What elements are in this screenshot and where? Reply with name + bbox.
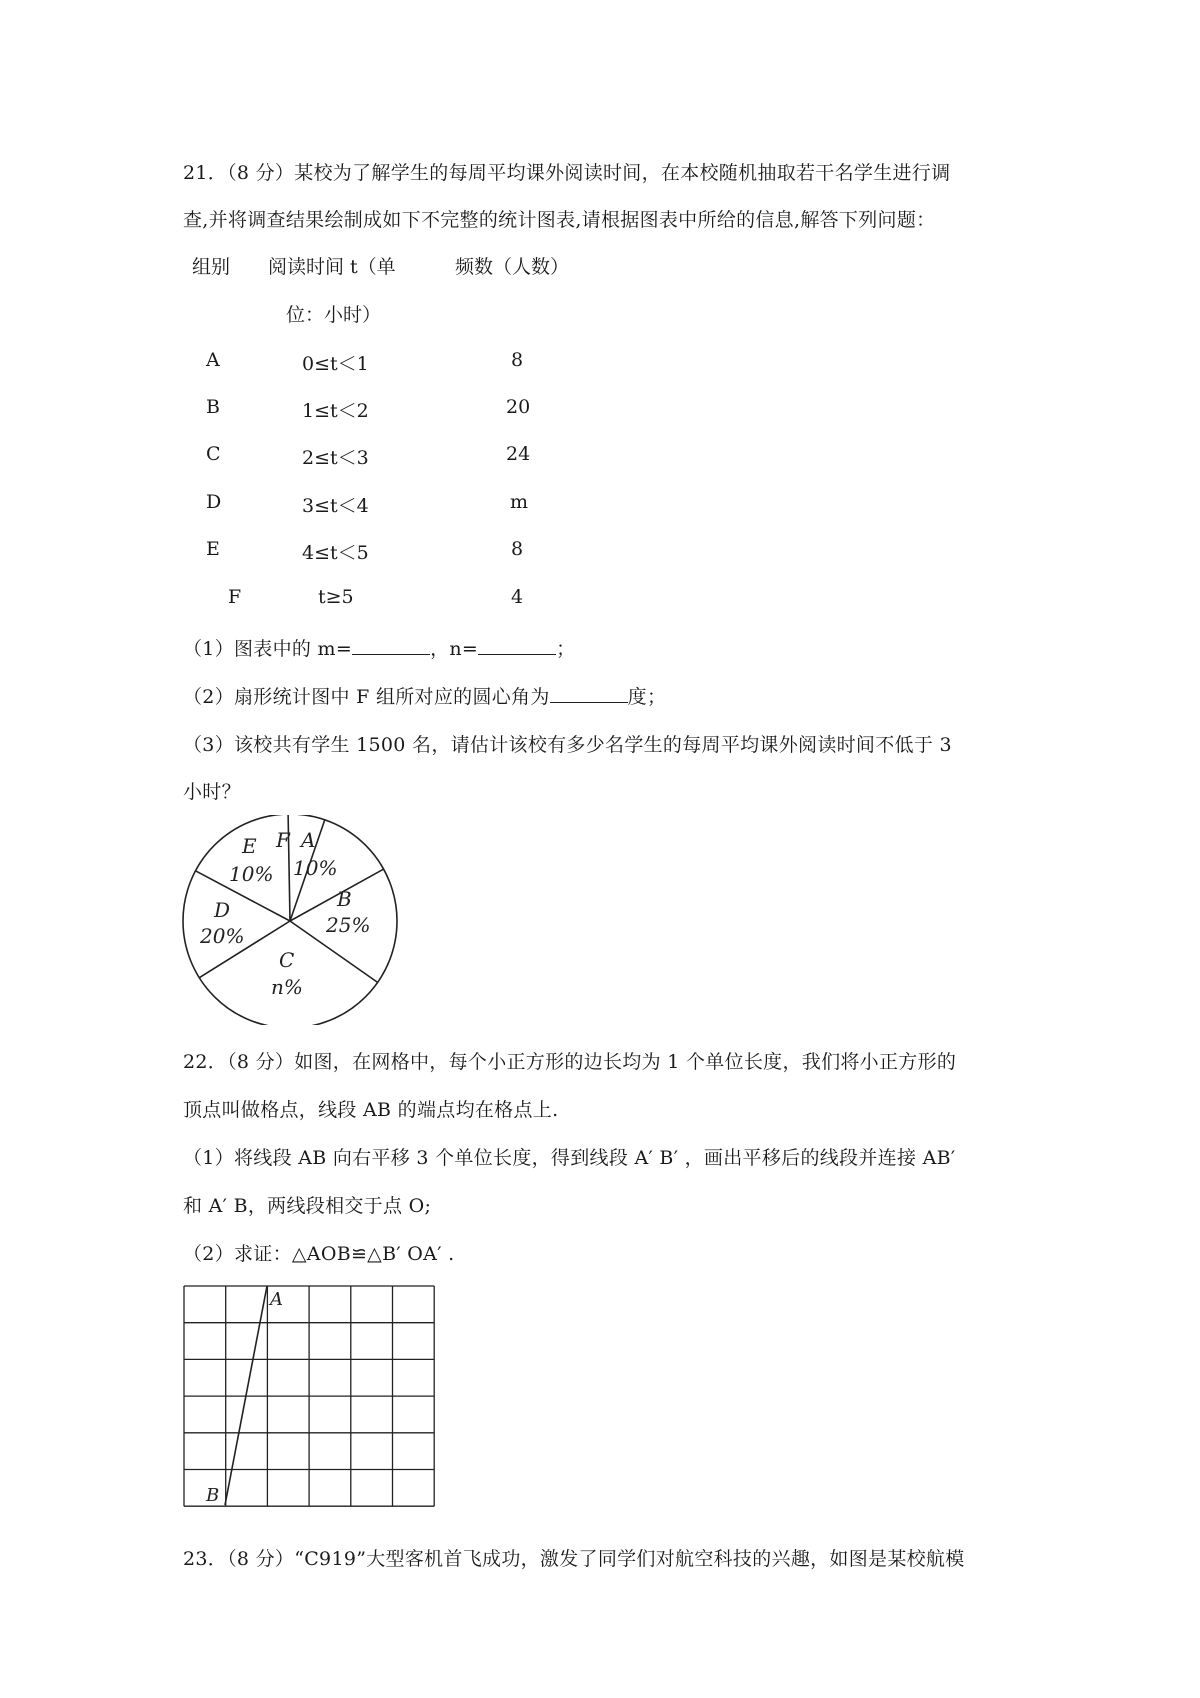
row-group: C xyxy=(206,443,221,465)
q22-line2: 顶点叫做格点，线段 AB 的端点均在格点上. xyxy=(183,1099,559,1121)
table-header-time-cont: 位：小时） xyxy=(286,304,382,326)
row-group: E xyxy=(206,538,220,560)
pie-label-b: B xyxy=(337,887,352,911)
pie-chart xyxy=(180,815,410,1025)
answer-blank-angle[interactable] xyxy=(550,684,628,703)
row-range: 4≤t＜5 xyxy=(302,542,369,564)
row-freq: 4 xyxy=(511,586,524,608)
row-freq: 8 xyxy=(511,349,524,371)
q21-intro-line1: 21．（8 分）某校为了解学生的每周平均课外阅读时间，在本校随机抽取若干名学生进行调 xyxy=(183,162,951,184)
row-group: A xyxy=(206,349,220,371)
row-range: 2≤t＜3 xyxy=(302,447,369,469)
q21-sub3-line1: （3）该校共有学生 1500 名，请估计该校有多少名学生的每周平均课外阅读时间不低于 3 xyxy=(183,734,952,756)
row-group: D xyxy=(206,491,222,513)
pie-label-e-pct: 10% xyxy=(229,862,274,886)
row-range: 0≤t＜1 xyxy=(302,353,369,375)
point-b-label: B xyxy=(206,1485,220,1506)
row-range: 3≤t＜4 xyxy=(302,495,369,517)
q22-line1: 22．（8 分）如图，在网格中，每个小正方形的边长均为 1 个单位长度，我们将小正方形的 xyxy=(183,1051,957,1073)
row-freq: 8 xyxy=(511,538,524,560)
grid-figure xyxy=(180,1280,440,1515)
pie-label-c-pct: n% xyxy=(271,975,303,999)
pie-label-f: F xyxy=(276,828,290,852)
q21-sub2: （2）扇形统计图中 F 组所对应的圆心角为 度； xyxy=(183,686,667,708)
pie-label-a-pct: 10% xyxy=(293,856,338,880)
row-freq: m xyxy=(510,491,529,513)
pie-label-c: C xyxy=(279,948,295,972)
q22-line3: （1）将线段 AB 向右平移 3 个单位长度，得到线段 A′ B′ ，画出平移后的线段并连接 AB′ xyxy=(183,1147,956,1169)
row-range: 1≤t＜2 xyxy=(302,400,369,422)
answer-blank-m[interactable] xyxy=(352,636,430,655)
table-header-freq: 频数（人数） xyxy=(455,256,570,278)
q21-sub3-line2: 小时？ xyxy=(183,781,241,803)
answer-blank-n[interactable] xyxy=(478,636,556,655)
q21-intro-line2: 查,并将调查结果绘制成如下不完整的统计图表,请根据图表中所给的信息,解答下列问题： xyxy=(183,209,936,231)
point-a-label: A xyxy=(270,1289,283,1310)
q22-line5: （2）求证：△AOB≌△B′ OA′ . xyxy=(183,1243,455,1265)
q23-line1: 23．（8 分）“C919”大型客机首飞成功，激发了同学们对航空科技的兴趣，如图是某校航模 xyxy=(183,1548,965,1570)
row-group: B xyxy=(206,396,220,418)
row-freq: 20 xyxy=(506,396,531,418)
pie-label-b-pct: 25% xyxy=(326,913,371,937)
q21-sub1: （1）图表中的 m= ，n= ； xyxy=(183,638,576,660)
row-range: t≥5 xyxy=(318,586,354,608)
table-header-group: 组别 xyxy=(192,256,231,278)
pie-label-d-pct: 20% xyxy=(200,924,245,948)
row-group: F xyxy=(228,586,242,608)
pie-label-d: D xyxy=(214,898,231,922)
row-freq: 24 xyxy=(506,443,531,465)
pie-label-a: A xyxy=(301,828,316,852)
table-header-time: 阅读时间 t（单 xyxy=(268,256,396,278)
q22-line4: 和 A′ B，两线段相交于点 O; xyxy=(183,1195,432,1217)
pie-label-e: E xyxy=(242,834,257,858)
